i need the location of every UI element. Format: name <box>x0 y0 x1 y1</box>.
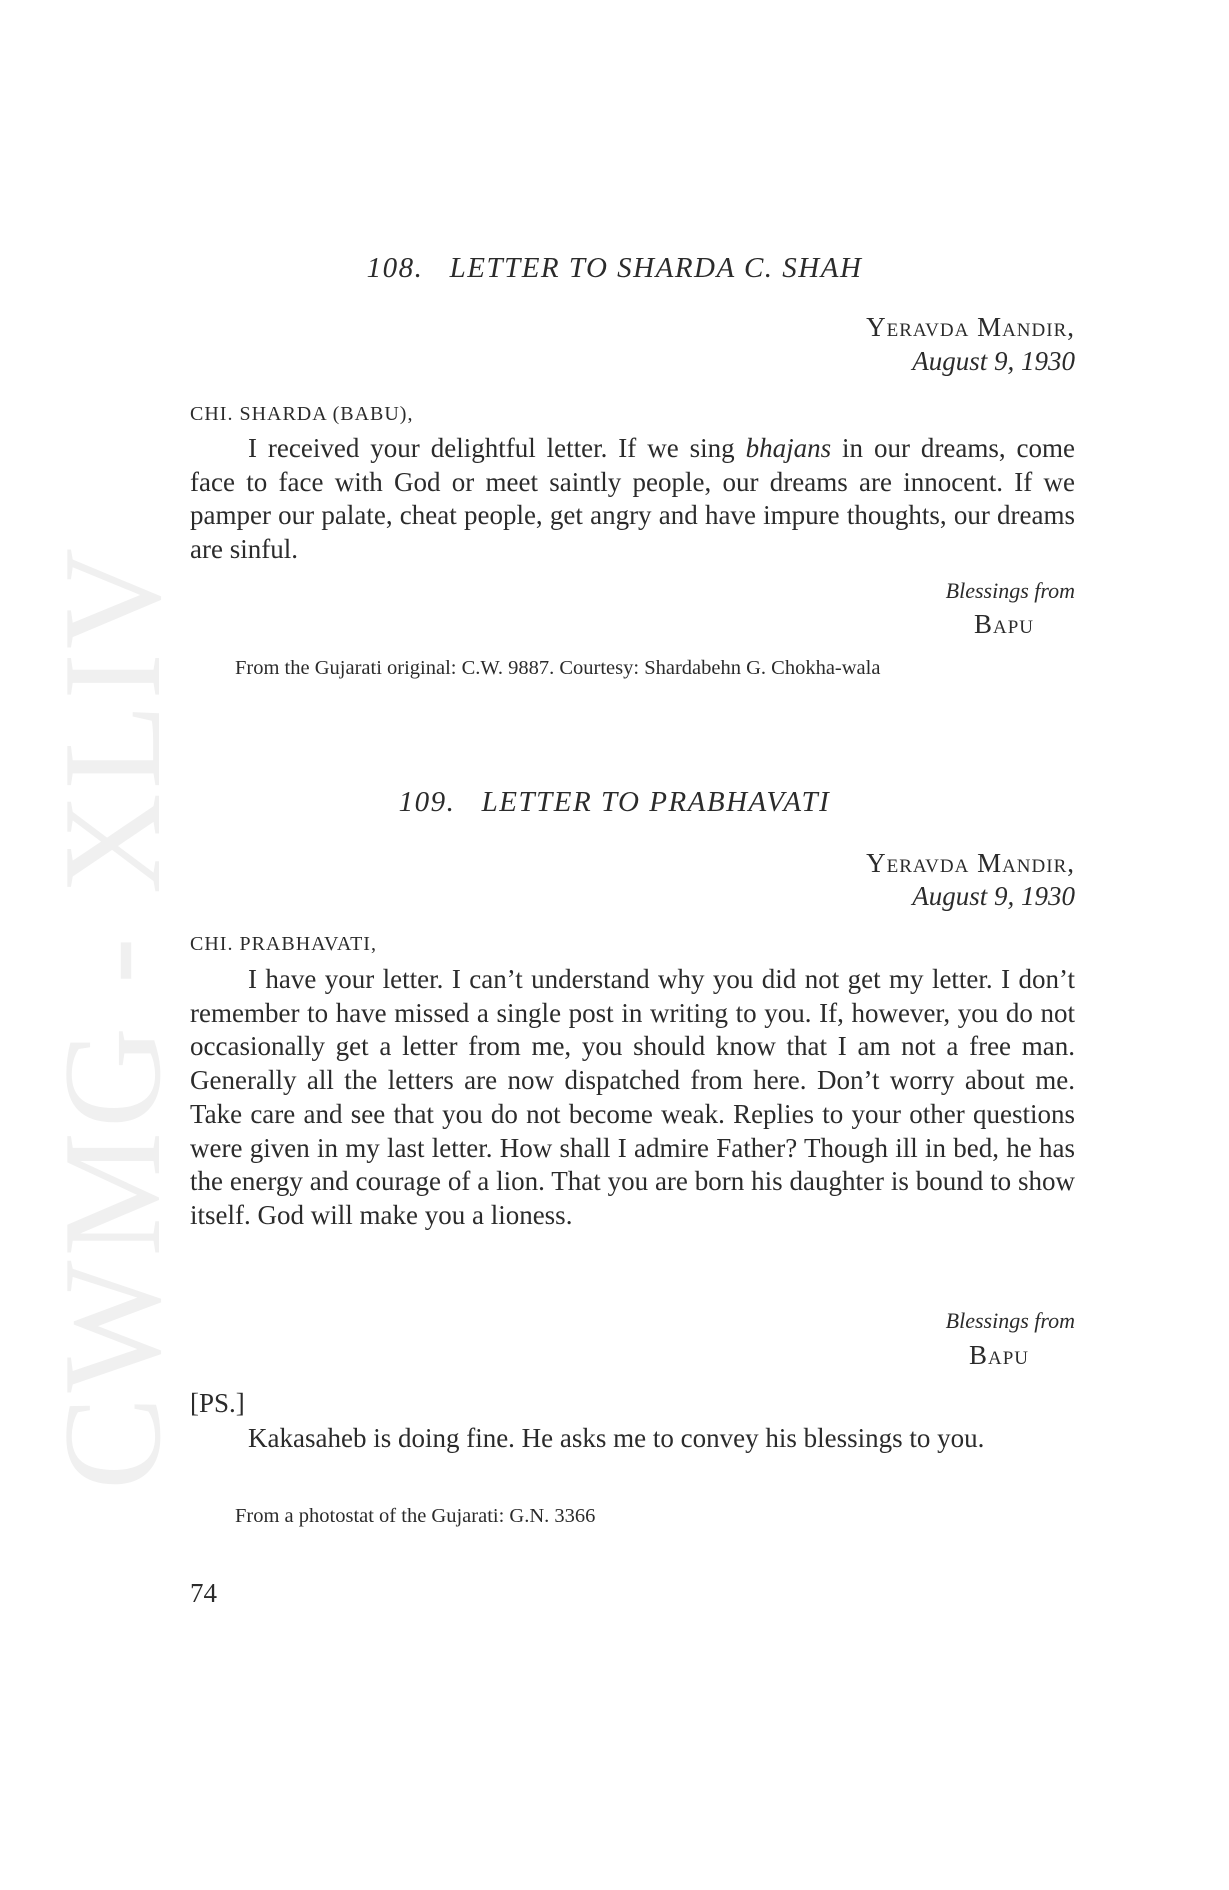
letter-body-text: I have your letter. I can’t understand why you did not get my letter. I don’t remember to have missed a single post in writing to you. If, however, you do not occasionally get a letter from me, you should know that I am not a free man. Generally all the letters are now dispatched from here. Don’t worry about me. Take care and see that you do not become weak. Replies to your other questions were given in my last letter. How shall I admire Father? Though ill in bed, he has the energy and courage of a lion. That you are born his daughter is bound to show itself. God will make you a lioness. <box>190 964 1075 1230</box>
letter-place: Yeravda Mandir, <box>866 848 1075 878</box>
letter-body <box>190 963 1075 1233</box>
signature: Bapu <box>968 1340 1029 1370</box>
letter-number: 109. <box>398 786 456 818</box>
letter-body-text: I received your delightful letter. If we sing <box>248 433 746 463</box>
postscript-label: [PS.] <box>190 1388 245 1418</box>
letter-body <box>190 432 1075 567</box>
source-note: From the Gujarati original: C.W. 9887. Courtesy: Shardabehn G. Chokha-wala <box>235 657 881 679</box>
letter-date: August 9, 1930 <box>912 346 1075 376</box>
letter-heading-108 <box>0 252 1229 285</box>
page-number: 74 <box>190 1578 217 1608</box>
letter-number: 108. <box>366 252 424 284</box>
letter-heading-109 <box>0 786 1229 819</box>
letter-title: LETTER TO PRABHAVATI <box>481 786 831 818</box>
letter-date: August 9, 1930 <box>912 881 1075 911</box>
postscript <box>190 1422 1075 1456</box>
watermark-text: CWMG - XLIV <box>35 543 190 1490</box>
source-note: From a photostat of the Gujarati: G.N. 3366 <box>235 1505 596 1527</box>
salutation: CHI. SHARDA (BABU), <box>190 403 414 425</box>
letter-title: LETTER TO SHARDA C. SHAH <box>449 252 863 284</box>
postscript-text: Kakasaheb is doing fine. He asks me to convey his blessings to you. <box>248 1423 985 1453</box>
letter-body-text-cont: in our dreams, come face to face with God or meet saintly people, our dreams are innocent. If we pamper our palate, cheat people, get angry and have impure thoughts, our dreams are sinful. <box>190 433 1075 565</box>
closing-blessings: Blessings from <box>945 578 1075 603</box>
letter-body-italic: bhajans <box>745 433 832 463</box>
signature: Bapu <box>973 609 1034 639</box>
letter-place: Yeravda Mandir, <box>866 312 1075 342</box>
salutation: CHI. PRABHAVATI, <box>190 933 377 955</box>
closing-blessings: Blessings from <box>945 1308 1075 1333</box>
